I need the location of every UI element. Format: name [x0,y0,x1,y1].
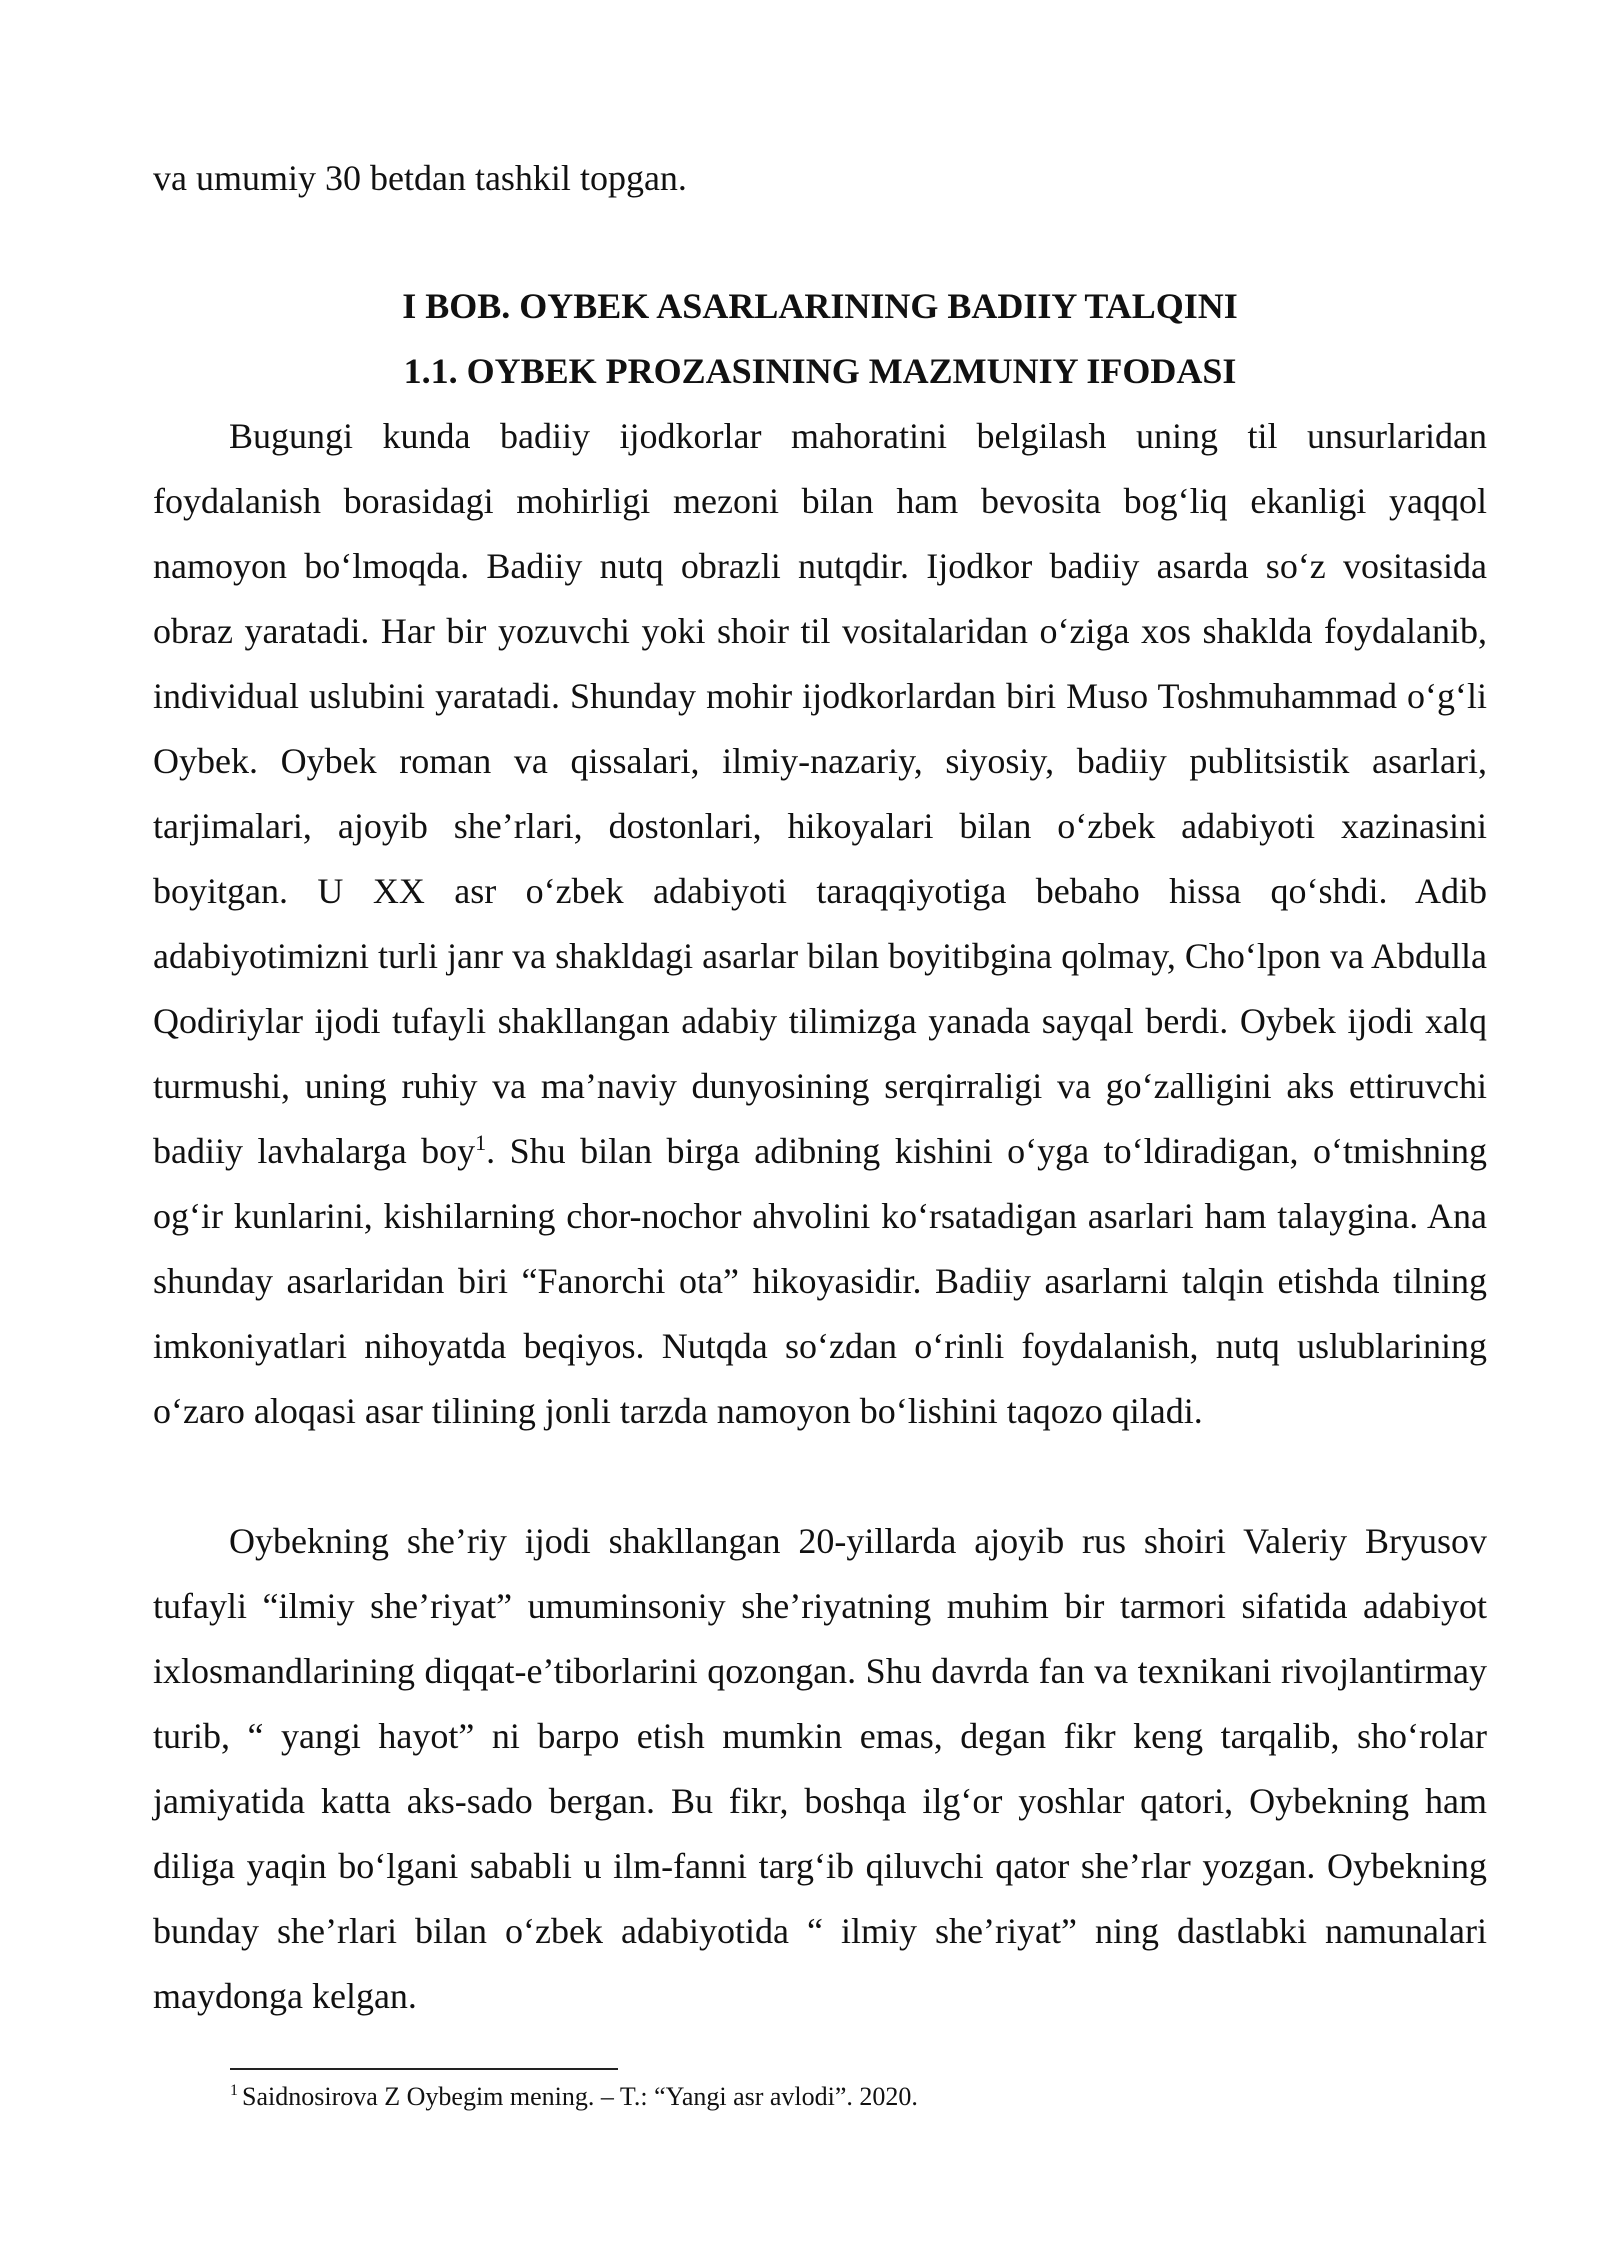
paragraph-1-text-after-note: . Shu bilan birga adibning kishini o‘yga to‘ldiradigan, o‘tmishning og‘ir kunlarini, kishilarning chor-nochor ahvolini ko‘rsatadigan asarlari ham talaygina. Ana shunday asarlaridan biri “Fanorchi ota” hikoyasidir. Badiiy asarlarni talqin etishda tilning imkoniyatlari nihoyatda beqiyos. Nutqda so‘zdan o‘rinli foydalanish, nutq uslublarining o‘zaro aloqasi asar tilining jonli tarzda namoyon bo‘lishini taqozo qiladi. [153,1131,1488,1431]
footnote [230,2080,1487,2114]
section-heading: 1.1. OYBEK PROZASINING MAZMUNIY IFODASI [403,351,1237,391]
chapter-heading: I BOB. OYBEK ASARLARINING BADIIY TALQINI [402,286,1238,326]
footnote-marker: 1 [230,2082,238,2100]
footnote-divider [230,2068,618,2070]
paragraph-1-text-before-note: Bugungi kunda badiiy ijodkorlar mahoratini belgilash uning til unsurlaridan foydalanish borasidagi mohirligi mezoni bilan ham bevosita bog‘liq ekanligi yaqqol namoyon bo‘lmoqda. Badiiy nutq obrazli nutqdir. Ijodkor badiiy asarda so‘z vositasida obraz yaratadi. Har bir yozuvchi yoki shoir til vositalaridan o‘ziga xos shaklda foydalanib, individual uslubini yaratadi. Shunday mohir ijodkorlardan biri Muso Toshmuhammad o‘g‘li Oybek. Oybek roman va qissalari, ilmiy-nazariy, siyosiy, badiiy publitsistik asarlari, tarjimalari, ajoyib she’rlari, dostonlari, hikoyalari bilan o‘zbek adabiyoti xazinasini boyitgan. U XX asr o‘zbek adabiyoti taraqqiyotiga bebaho hissa qo‘shdi. Adib adabiyotimizni turli janr va shakldagi asarlar bilan boyitibgina qolmay, Cho‘lpon va Abdulla Qodiriylar ijodi tufayli shakllangan adabiy tilimizga yanada sayqal berdi. Oybek ijodi xalq turmushi, uning ruhiy va ma’naviy dunyosining serqirraligi va go‘zalligini aks ettiruvchi badiiy lavhalarga boy [153,416,1487,1171]
footnote-text: Saidnosirova Z Oybegim mening. – T.: “Yangi asr avlodi”. 2020. [242,2082,918,2111]
footnote-reference[interactable]: 1 [475,1130,487,1155]
continuation-line: va umumiy 30 betdan tashkil topgan. [153,158,687,198]
body-paragraph-2: Oybekning she’riy ijodi shakllangan 20-yillarda ajoyib rus shoiri Valeriy Bryusov tufayli “ilmiy she’riyat” umuminsoniy she’riyatning muhim bir tarmori sifatida adabiyot ixlosmandlarining diqqat-e’tiborlarini qozongan. Shu davrda fan va texnikani rivojlantirmay turib, “ yangi hayot” ni barpo etish mumkin emas, degan fikr keng tarqalib, sho‘rolar jamiyatida katta aks-sado bergan. Bu fikr, boshqa ilg‘or yoshlar qatori, Oybekning ham diliga yaqin bo‘lgani sababli u ilm-fanni targ‘ib qiluvchi qator she’rlar yozgan. Oybekning bunday she’rlari bilan o‘zbek adabiyotida “ ilmiy she’riyat” ning dastlabki namunalari maydonga kelgan. [153,1521,1487,2016]
body-paragraph-1 [153,404,1487,1444]
